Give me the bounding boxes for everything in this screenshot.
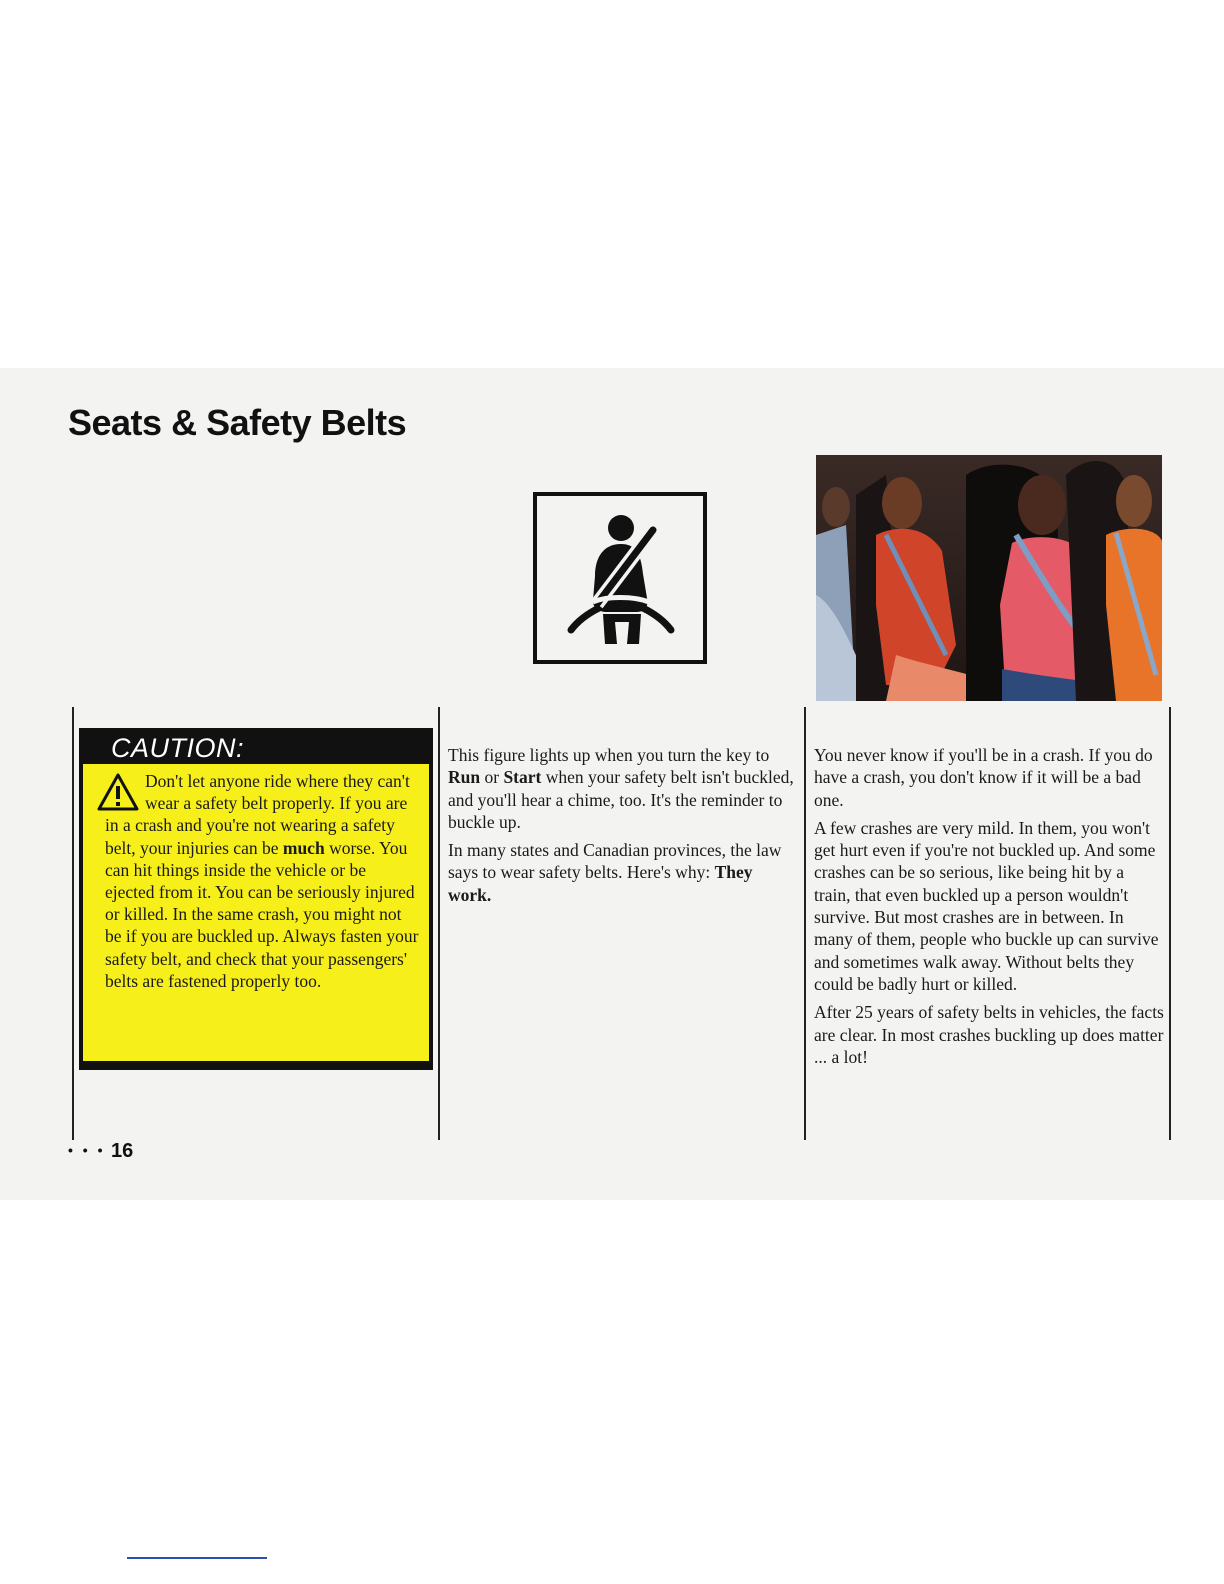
caution-emphasis: much xyxy=(282,837,325,858)
middle-paragraph-2: In many states and Canadian provinces, the law says to wear safety belts. Here's why: They work. xyxy=(448,840,782,905)
caution-heading: CAUTION: xyxy=(111,733,245,763)
right-paragraph-1: You never know if you'll be in a crash. If you do have a crash, you don't know if it will be a bad one. xyxy=(814,745,1153,810)
column-rule-2 xyxy=(438,707,440,1140)
right-paragraph-3: After 25 years of safety belts in vehicles, the facts are clear. In most crashes buckling up does matter ... a lot! xyxy=(814,1002,1164,1067)
seatbelt-figure-icon xyxy=(537,496,703,660)
column-rule-3 xyxy=(804,707,806,1140)
right-paragraph-2: A few crashes are very mild. In them, you won't get hurt even if you're not buckled up. And some crashes can be so serious, like being hit by a train, that even buckled up a person wouldn't survive. But most crashes are in between. In many of them, people who buckle up can survive and sometimes walk away. Without belts they could be badly hurt or killed. xyxy=(814,817,1159,994)
right-column xyxy=(814,744,1164,1074)
caution-body xyxy=(83,764,429,1061)
page-number-dots: • • • xyxy=(68,1142,106,1158)
caution-text: Don't let anyone ride where they can't wear a safety belt properly. If you are in a crash and you're not wearing a safety belt, your injuries can be much worse. You can hit things inside the vehicle or be ejected from it. You can be seriously injured or killed. In the same crash, you might not be if you are buckled up. Always fasten your safety belt, and check that your passengers' belts are fastened properly too. xyxy=(105,771,419,991)
warning-triangle-icon xyxy=(97,772,139,812)
page-number-value: 16 xyxy=(111,1140,134,1162)
middle-column xyxy=(448,744,800,912)
column-rule-1 xyxy=(72,707,74,1140)
page-number xyxy=(68,1140,133,1163)
seatbelt-reminder-icon xyxy=(533,492,707,664)
caution-box xyxy=(79,728,433,1070)
middle-paragraph-1: This figure lights up when you turn the key to Run or Start when your safety belt isn't buckled, and you'll hear a chime, too. It's the reminder to buckle up. xyxy=(448,745,794,832)
photo-artwork xyxy=(816,455,1162,701)
column-rule-4 xyxy=(1169,707,1171,1140)
passengers-wearing-belts-illustration xyxy=(816,455,1162,701)
page-title: Seats & Safety Belts xyxy=(68,402,407,443)
footer-rule xyxy=(127,1557,267,1559)
